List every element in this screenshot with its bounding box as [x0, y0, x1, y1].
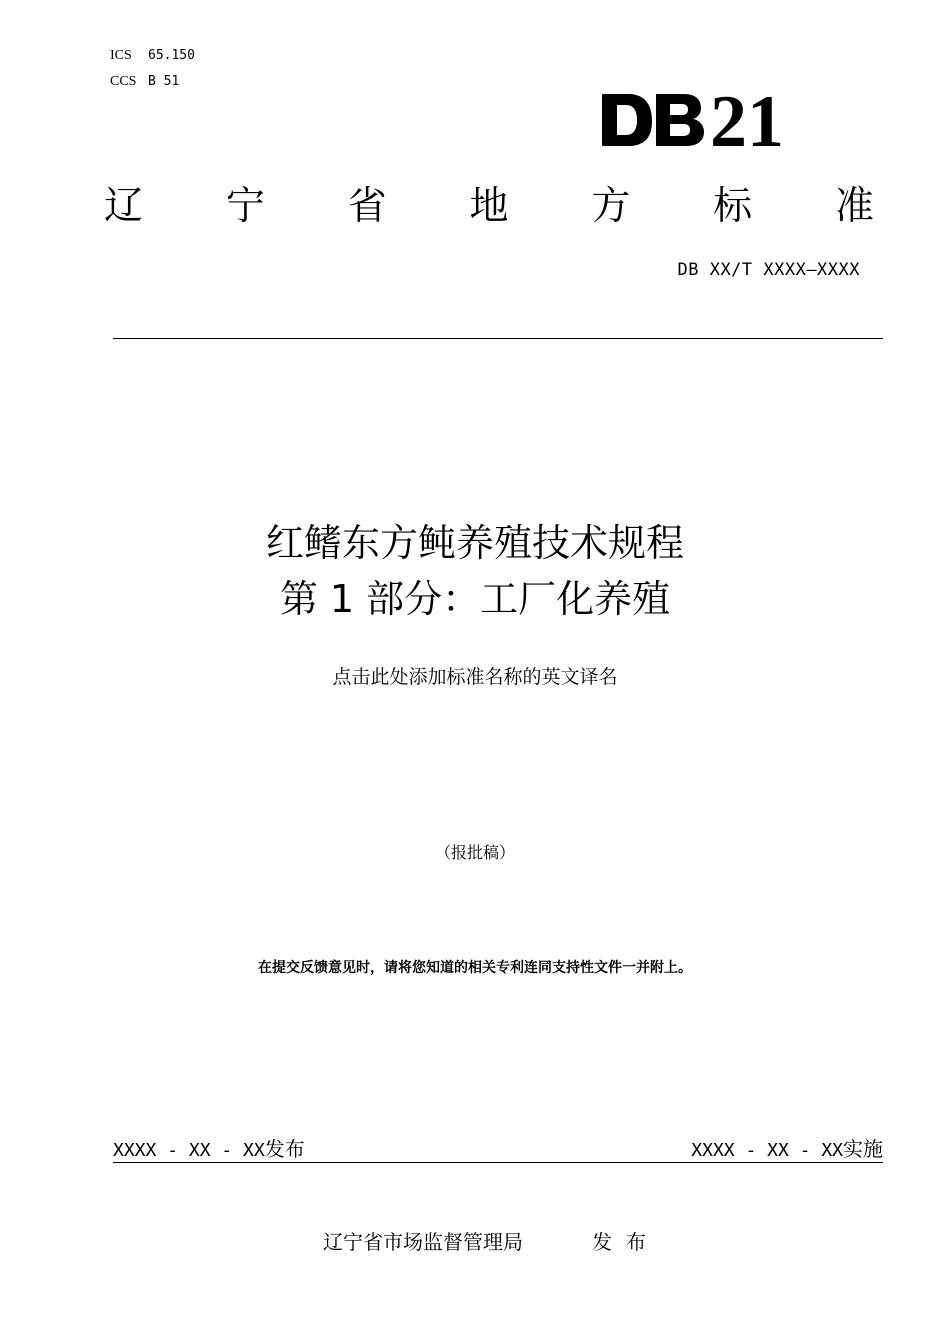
release-date-block	[113, 1133, 305, 1162]
standard-type-char: 标	[713, 184, 753, 229]
document-title-line1: 红鳍东方鲀养殖技术规程	[265, 521, 684, 565]
implement-label: 实施	[843, 1137, 883, 1161]
ics-value: 65.150	[148, 48, 195, 63]
standard-type-char: 宁	[225, 184, 265, 229]
standard-type-char: 地	[469, 184, 509, 229]
release-label: 发布	[264, 1137, 305, 1161]
standard-type-char: 辽	[104, 184, 144, 229]
svg-text:21: 21	[710, 84, 784, 152]
implement-date-block	[691, 1133, 883, 1162]
ics-code	[110, 46, 195, 65]
standard-type-char: 准	[834, 184, 874, 229]
standard-type-char: 省	[347, 184, 387, 229]
release-date: XXXX - XX - XX	[113, 1140, 265, 1161]
ccs-label: CCS	[110, 74, 137, 89]
db21-logo-icon	[600, 84, 810, 152]
english-title-placeholder[interactable]: 点击此处添加标准名称的英文译名	[332, 666, 618, 688]
standard-number: DB XX/T XXXX—XXXX	[677, 260, 860, 280]
patent-notice: 在提交反馈意见时，请将您知道的相关专利连同支持性文件一并附上。	[258, 960, 692, 976]
implement-date: XXXX - XX - XX	[691, 1140, 843, 1161]
document-title-line2: 第 1 部分：工厂化养殖	[279, 577, 671, 621]
standard-type-title	[104, 180, 874, 234]
draft-status: （报批稿）	[434, 843, 515, 862]
ccs-value: B 51	[148, 74, 180, 89]
ics-label: ICS	[110, 48, 132, 63]
ccs-code	[110, 72, 179, 91]
publisher-name: 辽宁省市场监督管理局	[323, 1230, 523, 1254]
top-divider	[113, 338, 883, 339]
bottom-divider	[113, 1162, 883, 1163]
standard-type-char: 方	[591, 184, 631, 229]
publish-verb: 发布	[592, 1230, 660, 1254]
